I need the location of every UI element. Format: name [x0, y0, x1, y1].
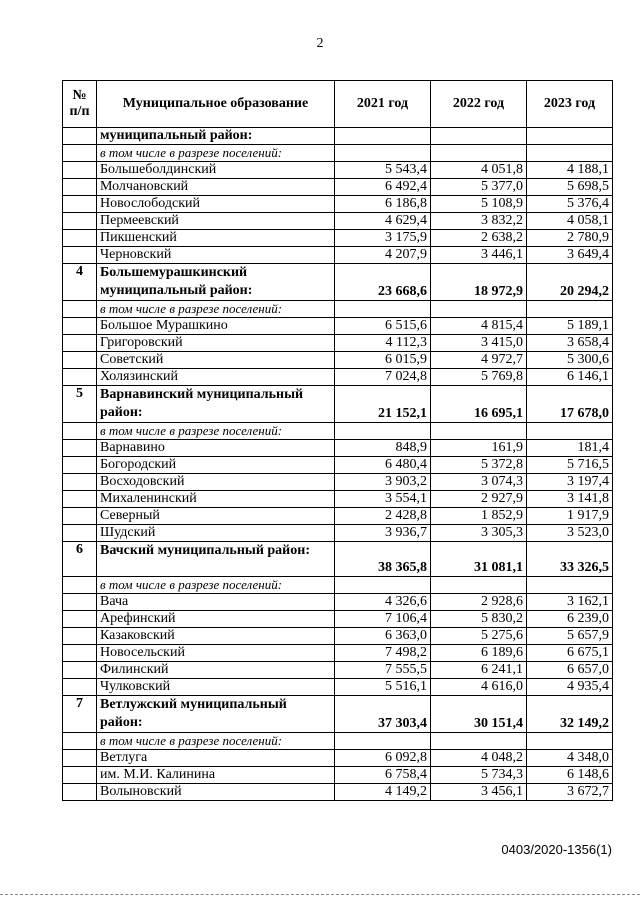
value-2023: 2 780,9 — [527, 230, 613, 247]
header-num: № п/п — [63, 81, 97, 128]
table-row — [63, 318, 613, 335]
value-2021: 4 149,2 — [335, 784, 431, 801]
row-name: в том числе в разрезе поселений: — [97, 423, 335, 440]
row-number — [63, 508, 97, 525]
value-2021: 4 629,4 — [335, 213, 431, 230]
value-2021: 7 106,4 — [335, 611, 431, 628]
value-2023: 5 698,5 — [527, 179, 613, 196]
table-row — [63, 645, 613, 662]
municipal-data-table — [62, 80, 613, 801]
value-2023: 3 658,4 — [527, 335, 613, 352]
value-2022: 5 769,8 — [431, 369, 527, 386]
value-2021: 7 024,8 — [335, 369, 431, 386]
table-row — [63, 162, 613, 179]
value-2023 — [527, 301, 613, 318]
row-name: Пикшенский — [97, 230, 335, 247]
row-name: Михаленинский — [97, 491, 335, 508]
row-number — [63, 179, 97, 196]
table-header-row — [63, 81, 613, 128]
row-name: Шудский — [97, 525, 335, 542]
header-2021: 2021 год — [335, 81, 431, 128]
row-number — [63, 369, 97, 386]
value-2021: 4 112,3 — [335, 335, 431, 352]
value-2021 — [335, 577, 431, 594]
row-number — [63, 767, 97, 784]
value-2022: 4 051,8 — [431, 162, 527, 179]
row-name: Григоровский — [97, 335, 335, 352]
row-name: Казаковский — [97, 628, 335, 645]
value-2022: 3 832,2 — [431, 213, 527, 230]
row-name: в том числе в разрезе поселений: — [97, 577, 335, 594]
row-number — [63, 352, 97, 369]
row-name: Черновский — [97, 247, 335, 264]
row-number — [63, 440, 97, 457]
row-number — [63, 301, 97, 318]
value-2022: 3 446,1 — [431, 247, 527, 264]
page-number: 2 — [316, 36, 324, 51]
value-2023: 6 657,0 — [527, 662, 613, 679]
row-number — [63, 423, 97, 440]
table-row — [63, 196, 613, 213]
row-name: Северный — [97, 508, 335, 525]
table-row — [63, 335, 613, 352]
value-2022 — [431, 577, 527, 594]
row-name: Арефинский — [97, 611, 335, 628]
row-name: в том числе в разрезе поселений: — [97, 301, 335, 318]
row-name: им. М.И. Калинина — [97, 767, 335, 784]
value-2022 — [431, 128, 527, 145]
district-row — [63, 264, 613, 301]
value-2022: 3 415,0 — [431, 335, 527, 352]
table-row — [63, 230, 613, 247]
value-2021: 3 175,9 — [335, 230, 431, 247]
value-2022: 1 852,9 — [431, 508, 527, 525]
district-row — [63, 696, 613, 733]
value-2021 — [335, 145, 431, 162]
value-2022: 2 928,6 — [431, 594, 527, 611]
table-row — [63, 679, 613, 696]
value-2023: 3 523,0 — [527, 525, 613, 542]
row-number — [63, 733, 97, 750]
table-row — [63, 767, 613, 784]
row-name: Новослободский — [97, 196, 335, 213]
value-2022: 31 081,1 — [431, 542, 527, 577]
value-2021: 7 498,2 — [335, 645, 431, 662]
row-number — [63, 679, 97, 696]
value-2023: 4 935,4 — [527, 679, 613, 696]
value-2021: 6 363,0 — [335, 628, 431, 645]
row-name: Большое Мурашкино — [97, 318, 335, 335]
value-2023: 5 300,6 — [527, 352, 613, 369]
header-2022: 2022 год — [431, 81, 527, 128]
value-2022: 4 815,4 — [431, 318, 527, 335]
value-2022: 6 189,6 — [431, 645, 527, 662]
value-2022 — [431, 145, 527, 162]
value-2023: 181,4 — [527, 440, 613, 457]
value-2021: 4 326,6 — [335, 594, 431, 611]
table-row — [63, 179, 613, 196]
value-2021: 2 428,8 — [335, 508, 431, 525]
value-2023: 5 189,1 — [527, 318, 613, 335]
value-2021: 848,9 — [335, 440, 431, 457]
value-2023: 6 146,1 — [527, 369, 613, 386]
row-number — [63, 162, 97, 179]
value-2021: 6 186,8 — [335, 196, 431, 213]
value-2023: 6 148,6 — [527, 767, 613, 784]
value-2023: 17 678,0 — [527, 386, 613, 423]
subheading-row — [63, 423, 613, 440]
value-2021: 7 555,5 — [335, 662, 431, 679]
table-row — [63, 628, 613, 645]
row-number — [63, 525, 97, 542]
value-2022: 3 074,3 — [431, 474, 527, 491]
value-2023: 4 188,1 — [527, 162, 613, 179]
table-row — [63, 369, 613, 386]
row-number — [63, 196, 97, 213]
value-2023 — [527, 577, 613, 594]
row-number — [63, 474, 97, 491]
row-number — [63, 577, 97, 594]
value-2021: 21 152,1 — [335, 386, 431, 423]
value-2023: 5 657,9 — [527, 628, 613, 645]
value-2021: 5 516,1 — [335, 679, 431, 696]
table-body — [63, 128, 613, 801]
value-2023: 3 672,7 — [527, 784, 613, 801]
header-name: Муниципальное образование — [97, 81, 335, 128]
value-2023: 5 376,4 — [527, 196, 613, 213]
value-2021: 3 936,7 — [335, 525, 431, 542]
value-2022: 5 372,8 — [431, 457, 527, 474]
value-2022: 5 377,0 — [431, 179, 527, 196]
value-2021: 38 365,8 — [335, 542, 431, 577]
row-name: Филинский — [97, 662, 335, 679]
table-row — [63, 784, 613, 801]
value-2022: 4 616,0 — [431, 679, 527, 696]
row-number — [63, 628, 97, 645]
subheading-row — [63, 733, 613, 750]
value-2022 — [431, 733, 527, 750]
row-name: Ветлуга — [97, 750, 335, 767]
value-2021: 3 554,1 — [335, 491, 431, 508]
row-name: Вача — [97, 594, 335, 611]
row-name: Вачский муниципальный район: — [97, 542, 335, 577]
value-2021 — [335, 301, 431, 318]
value-2023: 3 649,4 — [527, 247, 613, 264]
row-name: Советский — [97, 352, 335, 369]
table-row — [63, 457, 613, 474]
value-2023 — [527, 128, 613, 145]
row-number — [63, 491, 97, 508]
row-name: в том числе в разрезе поселений: — [97, 145, 335, 162]
table-row — [63, 440, 613, 457]
row-number: 6 — [63, 542, 97, 577]
value-2022: 5 275,6 — [431, 628, 527, 645]
row-name: Большеболдинский — [97, 162, 335, 179]
row-name: Пермеевский — [97, 213, 335, 230]
value-2021: 37 303,4 — [335, 696, 431, 733]
table-row — [63, 611, 613, 628]
value-2022: 5 830,2 — [431, 611, 527, 628]
value-2021: 6 492,4 — [335, 179, 431, 196]
value-2021: 6 758,4 — [335, 767, 431, 784]
row-number: 5 — [63, 386, 97, 423]
value-2022: 161,9 — [431, 440, 527, 457]
value-2022: 16 695,1 — [431, 386, 527, 423]
value-2022: 30 151,4 — [431, 696, 527, 733]
value-2022: 6 241,1 — [431, 662, 527, 679]
value-2022: 18 972,9 — [431, 264, 527, 301]
row-name: Новосельский — [97, 645, 335, 662]
row-number — [63, 230, 97, 247]
value-2021 — [335, 733, 431, 750]
value-2021: 4 207,9 — [335, 247, 431, 264]
row-number — [63, 457, 97, 474]
value-2022: 4 048,2 — [431, 750, 527, 767]
value-2021: 23 668,6 — [335, 264, 431, 301]
subheading-row — [63, 145, 613, 162]
table-row — [63, 247, 613, 264]
table-row — [63, 750, 613, 767]
row-number — [63, 213, 97, 230]
value-2022: 2 638,2 — [431, 230, 527, 247]
table-row — [63, 594, 613, 611]
value-2023: 6 675,1 — [527, 645, 613, 662]
row-name: Богородский — [97, 457, 335, 474]
table-row — [63, 662, 613, 679]
subheading-row — [63, 301, 613, 318]
value-2023: 3 197,4 — [527, 474, 613, 491]
bottom-divider — [0, 894, 640, 895]
value-2021: 6 015,9 — [335, 352, 431, 369]
row-number — [63, 318, 97, 335]
value-2021 — [335, 423, 431, 440]
row-name: Варнавинский муниципальный район: — [97, 386, 335, 423]
row-number — [63, 662, 97, 679]
value-2022: 4 972,7 — [431, 352, 527, 369]
document-code: 0403/2020-1356(1) — [501, 842, 612, 857]
district-row — [63, 386, 613, 423]
value-2021: 3 903,2 — [335, 474, 431, 491]
row-number — [63, 784, 97, 801]
value-2023: 32 149,2 — [527, 696, 613, 733]
value-2023: 20 294,2 — [527, 264, 613, 301]
row-number — [63, 645, 97, 662]
value-2021: 6 480,4 — [335, 457, 431, 474]
row-number: 4 — [63, 264, 97, 301]
value-2022: 5 734,3 — [431, 767, 527, 784]
row-name: Чулковский — [97, 679, 335, 696]
row-name: Варнавино — [97, 440, 335, 457]
row-number — [63, 128, 97, 145]
table-row — [63, 128, 613, 145]
row-name: Восходовский — [97, 474, 335, 491]
value-2022: 3 305,3 — [431, 525, 527, 542]
value-2023 — [527, 733, 613, 750]
value-2023: 3 141,8 — [527, 491, 613, 508]
row-number — [63, 611, 97, 628]
subheading-row — [63, 577, 613, 594]
row-name: Волыновский — [97, 784, 335, 801]
table-row — [63, 474, 613, 491]
value-2023: 1 917,9 — [527, 508, 613, 525]
value-2021: 5 543,4 — [335, 162, 431, 179]
row-number: 7 — [63, 696, 97, 733]
row-number — [63, 750, 97, 767]
value-2023 — [527, 145, 613, 162]
value-2022 — [431, 301, 527, 318]
value-2023: 4 058,1 — [527, 213, 613, 230]
row-name: Молчановский — [97, 179, 335, 196]
header-2023: 2023 год — [527, 81, 613, 128]
value-2023: 6 239,0 — [527, 611, 613, 628]
value-2023: 4 348,0 — [527, 750, 613, 767]
value-2023: 3 162,1 — [527, 594, 613, 611]
row-number — [63, 594, 97, 611]
table-row — [63, 213, 613, 230]
district-row — [63, 542, 613, 577]
row-number — [63, 335, 97, 352]
table-row — [63, 525, 613, 542]
table-row — [63, 352, 613, 369]
value-2023: 33 326,5 — [527, 542, 613, 577]
row-name: Холязинский — [97, 369, 335, 386]
row-name: Ветлужский муниципальный район: — [97, 696, 335, 733]
value-2022: 3 456,1 — [431, 784, 527, 801]
table-row — [63, 508, 613, 525]
row-name: муниципальный район: — [97, 128, 335, 145]
row-number — [63, 247, 97, 264]
value-2023 — [527, 423, 613, 440]
row-name: Большемурашкинский муниципальный район: — [97, 264, 335, 301]
value-2022: 2 927,9 — [431, 491, 527, 508]
table-row — [63, 491, 613, 508]
value-2021: 6 515,6 — [335, 318, 431, 335]
row-number — [63, 145, 97, 162]
value-2022: 5 108,9 — [431, 196, 527, 213]
row-name: в том числе в разрезе поселений: — [97, 733, 335, 750]
value-2023: 5 716,5 — [527, 457, 613, 474]
value-2022 — [431, 423, 527, 440]
value-2021 — [335, 128, 431, 145]
value-2021: 6 092,8 — [335, 750, 431, 767]
